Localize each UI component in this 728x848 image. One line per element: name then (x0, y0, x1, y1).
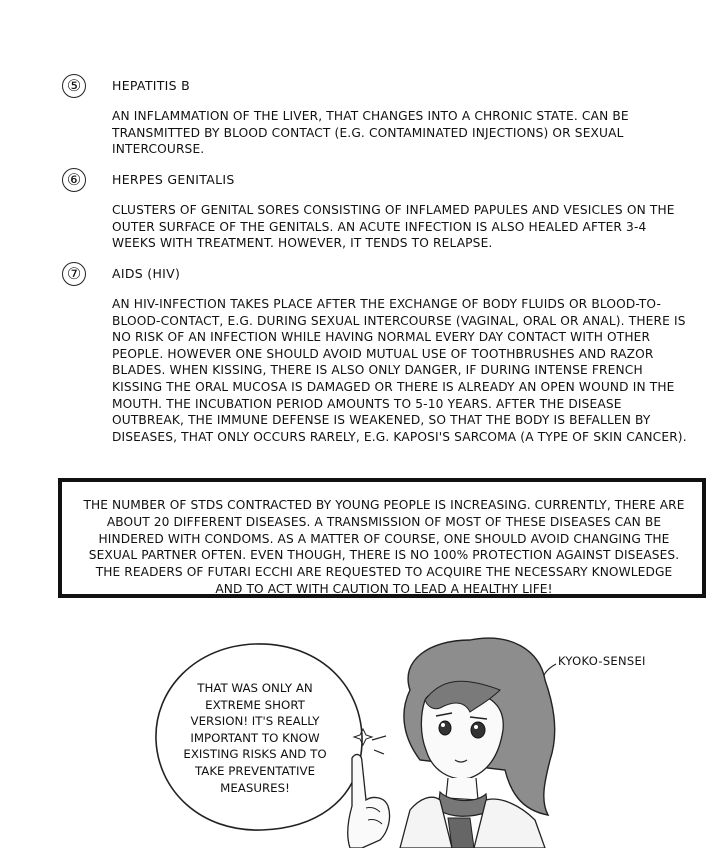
notice-text: THE NUMBER OF STDS CONTRACTED BY YOUNG PEOPLE IS INCREASING. CURRENTLY, THERE ARE ABOUT 20 DIFFERENT DISEASES. A TRANSMISSION OF MOST OF THESE DISEASES CAN BE HINDERED WITH CONDOMS. AS A MATTER OF COURSE, ONE SHOULD AVOID CHANGING THE SEXUAL PARTNER OFTEN. EVEN THOUGH, THERE IS NO 100% PROTECTION AGAINST DISEASES. THE READERS OF FUTARI ECCHI ARE REQUESTED TO ACQUIRE THE NECESSARY KNOWLEDGE AND TO ACT WITH CAUTION TO LEAD A HEALTHY LIFE! (83, 498, 685, 596)
section-number: ⑥ (62, 168, 86, 192)
illustration (0, 600, 728, 848)
speech-bubble-text: THAT WAS ONLY AN EXTREME SHORT VERSION! IT'S REALLY IMPORTANT TO KNOW EXISTING RISKS AND TO TAKE PREVENTATIVE MEASURES! (183, 681, 327, 795)
section-number: ⑦ (62, 262, 86, 286)
section-body: AN INFLAMMATION OF THE LIVER, THAT CHANGES INTO A CHRONIC STATE. CAN BE TRANSMITTED BY BLOOD CONTACT (E.G. CONTAMINATED INJECTIONS) OR SEXUAL INTERCOURSE. (112, 109, 629, 157)
section-body: CLUSTERS OF GENITAL SORES CONSISTING OF INFLAMED PAPULES AND VESICLES ON THE OUTER SURFACE OF THE GENITALS. AN ACUTE INFECTION IS ALSO HEALED AFTER 3-4 WEEKS WITH TREATMENT. HOWEVER, IT TENDS TO RELAPSE. (112, 203, 675, 251)
character-name-label: KYOKO-SENSEI (558, 654, 646, 668)
section-heading: AIDS (HIV) (112, 266, 181, 281)
right-eye (471, 722, 485, 738)
section-body: AN HIV-INFECTION TAKES PLACE AFTER THE EXCHANGE OF BODY FLUIDS OR BLOOD-TO-BLOOD-CONTACT, E.G. DURING SEXUAL INTERCOURSE (VAGINAL, ORAL OR ANAL). THERE IS NO RISK OF AN INFECTION WHILE HAVING NORMAL EVERY DAY CONTACT WITH OTHER PEOPLE. HOWEVER ONE SHOULD AVOID MUTUAL USE OF TOOTHBRUSHES AND RAZOR BLADES. WHEN KISSING, THERE IS ALSO ONLY DANGER, IF DURING INTENSE FRENCH KISSING THE ORAL MUCOSA IS DAMAGED OR THERE IS ALREADY AN OPEN WOUND IN THE MOUTH. THE INCUBATION PERIOD AMOUNTS TO 5-10 YEARS. AFTER THE DISEASE OUTBREAK, THE IMMUNE DEFENSE IS WEAKENED, SO THAT THE BODY IS BEFALLEN BY DISEASES, THAT ONLY OCCURS RARELY, E.G. KAPOSI'S SARCOMA (A TYPE OF SKIN CANCER). (112, 297, 687, 444)
notice-box (58, 478, 706, 598)
section-number: ⑤ (62, 74, 86, 98)
section-heading: HEPATITIS B (112, 78, 191, 93)
left-eye (439, 721, 451, 735)
section-heading: HERPES GENITALIS (112, 172, 235, 187)
pointing-hand (348, 755, 390, 848)
